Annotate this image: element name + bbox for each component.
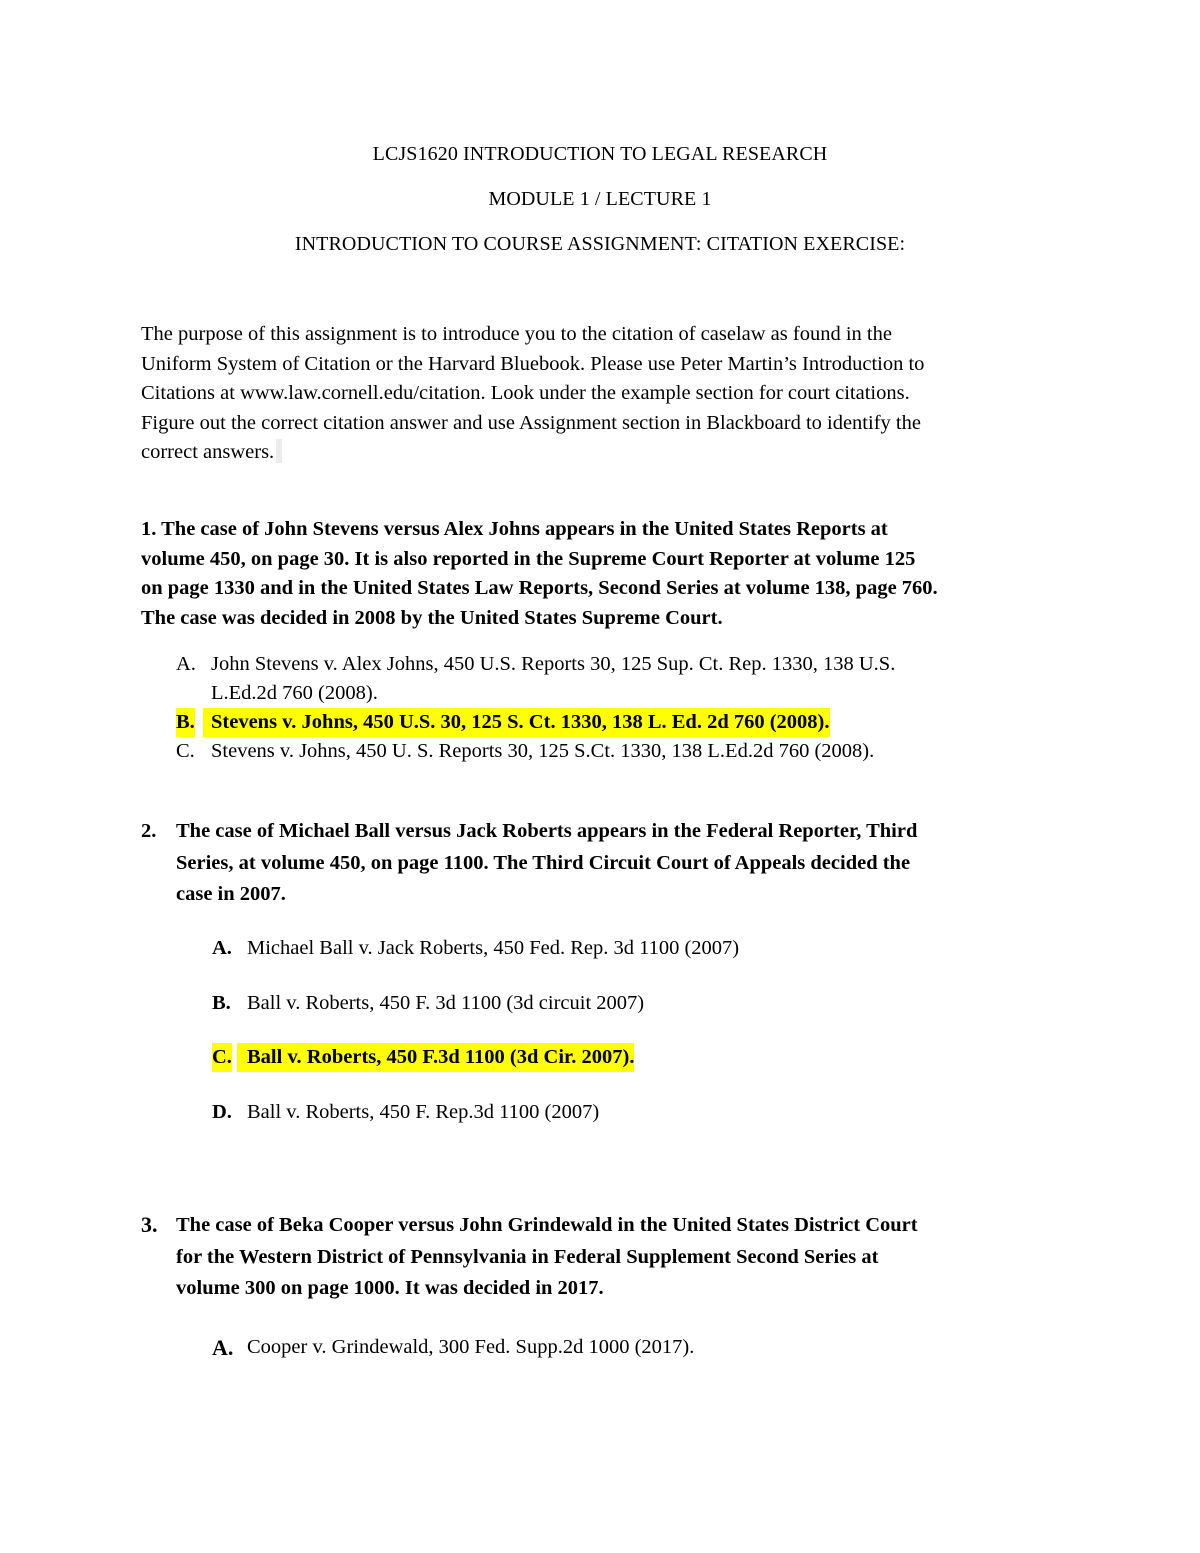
option-text-continued: L.Ed.2d 760 (2008). [211, 682, 378, 704]
option-text-highlighted: Ball v. Roberts, 450 F.3d 1100 (3d Cir. 2007). [237, 1043, 634, 1072]
option-text: Stevens v. Johns, 450 U. S. Reports 30, 125 S.Ct. 1330, 138 L.Ed.2d 760 (2008). [211, 740, 875, 762]
question-line: case in 2007. [176, 883, 286, 905]
question-line: for the Western District of Pennsylvania in Federal Supplement Second Series at [176, 1245, 879, 1268]
question-line: The case was decided in 2008 by the United States Supreme Court. [141, 606, 723, 629]
intro-line: The purpose of this assignment is to introduce you to the citation of caselaw as found in the [141, 323, 892, 345]
q2-option-b[interactable] [212, 989, 1032, 1019]
intro-line: Figure out the correct citation answer and use Assignment section in Blackboard to identify the [141, 411, 921, 434]
option-letter: C. [176, 740, 195, 762]
option-letter: A. [212, 937, 232, 959]
q1-option-b-correct[interactable] [176, 708, 1056, 738]
question-2 [176, 816, 1066, 911]
q3-option-a[interactable] [212, 1333, 1032, 1363]
option-text: Michael Ball v. Jack Roberts, 450 Fed. Rep. 3d 1100 (2007) [247, 937, 740, 959]
question-2-number: 2. [141, 820, 157, 842]
question-line: volume 300 on page 1000. It was decided in 2017. [176, 1277, 604, 1299]
option-text: John Stevens v. Alex Johns, 450 U.S. Reports 30, 125 Sup. Ct. Rep. 1330, 138 U.S. [211, 653, 896, 675]
option-text-highlighted: Stevens v. Johns, 450 U.S. 30, 125 S. Ct. 1330, 138 L. Ed. 2d 760 (2008). [203, 708, 830, 737]
option-letter: D. [212, 1101, 232, 1123]
q2-option-c-correct[interactable] [212, 1043, 1032, 1073]
q2-option-a[interactable] [212, 934, 1032, 964]
text-cursor-marker [276, 439, 282, 463]
question-1 [141, 515, 1066, 633]
question-line: The case of Michael Ball versus Jack Roberts appears in the Federal Reporter, Third [176, 820, 918, 842]
question-3 [176, 1210, 1066, 1305]
question-line: Series, at volume 450, on page 1100. The Third Circuit Court of Appeals decided the [176, 851, 911, 874]
question-line: 1. The case of John Stevens versus Alex Johns appears in the United States Reports at [141, 518, 888, 540]
option-text: Ball v. Roberts, 450 F. Rep.3d 1100 (2007) [247, 1101, 600, 1123]
q2-option-d[interactable] [212, 1098, 1032, 1128]
q1-option-c[interactable] [176, 737, 1056, 767]
question-line: on page 1330 and in the United States Law Reports, Second Series at volume 138, page 760. [141, 577, 938, 599]
question-line: volume 450, on page 30. It is also reported in the Supreme Court Reporter at volume 125 [141, 547, 916, 570]
option-text: Cooper v. Grindewald, 300 Fed. Supp.2d 1000 (2017). [247, 1336, 695, 1358]
module-title: MODULE 1 / LECTURE 1 [488, 188, 712, 210]
assignment-title: INTRODUCTION TO COURSE ASSIGNMENT: CITATION EXERCISE: [294, 233, 906, 255]
intro-line [141, 438, 1061, 468]
option-letter: A. [176, 653, 196, 675]
option-letter: B. [176, 708, 195, 737]
option-letter: C. [212, 1043, 232, 1072]
option-text: Ball v. Roberts, 450 F. 3d 1100 (3d circuit 2007) [247, 992, 645, 1014]
intro-line: Citations at www.law.cornell.edu/citation. Look under the example section for court citations. [141, 382, 910, 404]
intro-paragraph [141, 320, 1061, 468]
course-title: LCJS1620 INTRODUCTION TO LEGAL RESEARCH [372, 143, 828, 165]
intro-last-text: correct answers. [141, 441, 275, 463]
option-letter: A. [212, 1335, 234, 1360]
intro-line: Uniform System of Citation or the Harvard Bluebook. Please use Peter Martin’s Introduction to [141, 352, 925, 375]
question-3-number: 3. [141, 1212, 158, 1237]
q1-option-a[interactable] [176, 650, 1056, 710]
question-line: The case of Beka Cooper versus John Grindewald in the United States District Court [176, 1214, 918, 1236]
option-letter: B. [212, 992, 231, 1014]
